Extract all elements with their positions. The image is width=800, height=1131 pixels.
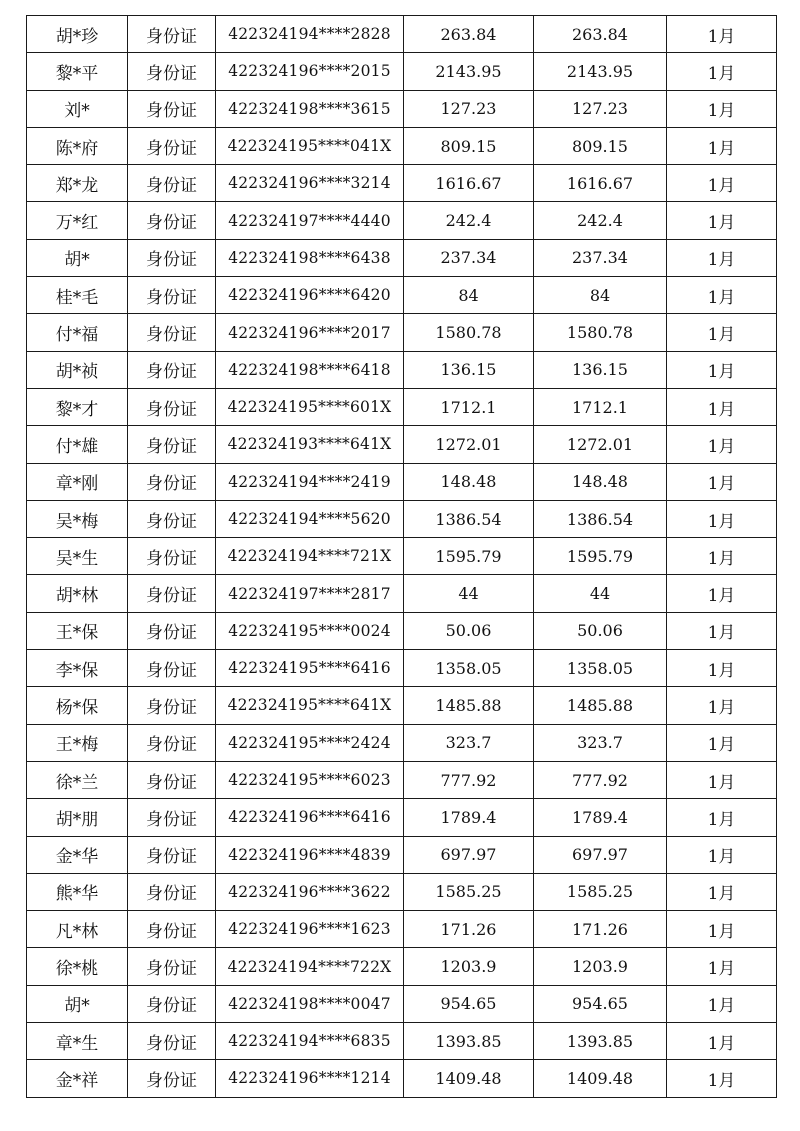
amount-b-cell: 809.15	[534, 127, 667, 164]
name-cell: 王*保	[27, 612, 128, 649]
name-cell: 胡*珍	[27, 16, 128, 53]
name-cell: 凡*林	[27, 911, 128, 948]
amount-b-cell: 171.26	[534, 911, 667, 948]
id-type-cell: 身份证	[128, 1023, 216, 1060]
amount-a-cell: 136.15	[404, 351, 534, 388]
roster-table-body	[27, 16, 777, 1098]
table-row	[27, 761, 777, 798]
id-type-cell: 身份证	[128, 911, 216, 948]
amount-a-cell: 323.7	[404, 724, 534, 761]
month-cell: 1月	[667, 165, 777, 202]
name-cell: 郑*龙	[27, 165, 128, 202]
name-cell: 章*生	[27, 1023, 128, 1060]
id-number-cell: 422324196****1214	[216, 1060, 404, 1097]
id-type-cell: 身份证	[128, 202, 216, 239]
id-type-cell: 身份证	[128, 90, 216, 127]
table-row	[27, 16, 777, 53]
month-cell: 1月	[667, 911, 777, 948]
month-cell: 1月	[667, 127, 777, 164]
id-type-cell: 身份证	[128, 351, 216, 388]
name-cell: 徐*兰	[27, 761, 128, 798]
table-row	[27, 90, 777, 127]
name-cell: 万*红	[27, 202, 128, 239]
name-cell: 李*保	[27, 650, 128, 687]
month-cell: 1月	[667, 575, 777, 612]
table-row	[27, 575, 777, 612]
month-cell: 1月	[667, 687, 777, 724]
amount-a-cell: 1358.05	[404, 650, 534, 687]
amount-a-cell: 148.48	[404, 463, 534, 500]
month-cell: 1月	[667, 1060, 777, 1097]
amount-a-cell: 263.84	[404, 16, 534, 53]
month-cell: 1月	[667, 351, 777, 388]
id-number-cell: 422324194****5620	[216, 500, 404, 537]
table-row	[27, 985, 777, 1022]
id-type-cell: 身份证	[128, 53, 216, 90]
name-cell: 吴*生	[27, 538, 128, 575]
id-type-cell: 身份证	[128, 948, 216, 985]
amount-b-cell: 1386.54	[534, 500, 667, 537]
id-type-cell: 身份证	[128, 16, 216, 53]
amount-b-cell: 50.06	[534, 612, 667, 649]
id-type-cell: 身份证	[128, 724, 216, 761]
amount-a-cell: 237.34	[404, 239, 534, 276]
amount-b-cell: 954.65	[534, 985, 667, 1022]
id-type-cell: 身份证	[128, 836, 216, 873]
id-number-cell: 422324197****2817	[216, 575, 404, 612]
amount-a-cell: 1386.54	[404, 500, 534, 537]
id-type-cell: 身份证	[128, 650, 216, 687]
id-number-cell: 422324195****041X	[216, 127, 404, 164]
id-type-cell: 身份证	[128, 388, 216, 425]
document-page	[26, 15, 776, 1098]
name-cell: 付*雄	[27, 426, 128, 463]
name-cell: 胡*朋	[27, 799, 128, 836]
amount-b-cell: 136.15	[534, 351, 667, 388]
amount-b-cell: 242.4	[534, 202, 667, 239]
amount-b-cell: 237.34	[534, 239, 667, 276]
name-cell: 胡*	[27, 239, 128, 276]
month-cell: 1月	[667, 202, 777, 239]
table-row	[27, 687, 777, 724]
table-row	[27, 1023, 777, 1060]
table-row	[27, 165, 777, 202]
id-number-cell: 422324195****6416	[216, 650, 404, 687]
name-cell: 黎*平	[27, 53, 128, 90]
name-cell: 胡*	[27, 985, 128, 1022]
id-number-cell: 422324195****6023	[216, 761, 404, 798]
month-cell: 1月	[667, 426, 777, 463]
id-number-cell: 422324196****2015	[216, 53, 404, 90]
name-cell: 黎*才	[27, 388, 128, 425]
id-type-cell: 身份证	[128, 463, 216, 500]
table-row	[27, 426, 777, 463]
amount-a-cell: 1585.25	[404, 873, 534, 910]
id-type-cell: 身份证	[128, 426, 216, 463]
name-cell: 金*华	[27, 836, 128, 873]
month-cell: 1月	[667, 650, 777, 687]
amount-b-cell: 1358.05	[534, 650, 667, 687]
id-number-cell: 422324196****6416	[216, 799, 404, 836]
name-cell: 胡*林	[27, 575, 128, 612]
table-row	[27, 650, 777, 687]
amount-a-cell: 1616.67	[404, 165, 534, 202]
month-cell: 1月	[667, 873, 777, 910]
month-cell: 1月	[667, 799, 777, 836]
amount-b-cell: 1580.78	[534, 314, 667, 351]
id-number-cell: 422324196****1623	[216, 911, 404, 948]
id-type-cell: 身份证	[128, 314, 216, 351]
name-cell: 胡*祯	[27, 351, 128, 388]
amount-b-cell: 1585.25	[534, 873, 667, 910]
amount-b-cell: 84	[534, 277, 667, 314]
name-cell: 吴*梅	[27, 500, 128, 537]
amount-a-cell: 1580.78	[404, 314, 534, 351]
name-cell: 刘*	[27, 90, 128, 127]
amount-a-cell: 2143.95	[404, 53, 534, 90]
id-number-cell: 422324194****721X	[216, 538, 404, 575]
amount-a-cell: 954.65	[404, 985, 534, 1022]
id-type-cell: 身份证	[128, 500, 216, 537]
month-cell: 1月	[667, 985, 777, 1022]
id-type-cell: 身份证	[128, 687, 216, 724]
amount-a-cell: 809.15	[404, 127, 534, 164]
table-row	[27, 873, 777, 910]
table-row	[27, 538, 777, 575]
amount-b-cell: 1272.01	[534, 426, 667, 463]
month-cell: 1月	[667, 948, 777, 985]
id-type-cell: 身份证	[128, 239, 216, 276]
month-cell: 1月	[667, 16, 777, 53]
id-number-cell: 422324198****3615	[216, 90, 404, 127]
id-number-cell: 422324196****3214	[216, 165, 404, 202]
month-cell: 1月	[667, 463, 777, 500]
id-number-cell: 422324196****3622	[216, 873, 404, 910]
id-number-cell: 422324194****2419	[216, 463, 404, 500]
amount-a-cell: 1712.1	[404, 388, 534, 425]
id-type-cell: 身份证	[128, 761, 216, 798]
name-cell: 熊*华	[27, 873, 128, 910]
table-row	[27, 836, 777, 873]
amount-a-cell: 44	[404, 575, 534, 612]
amount-a-cell: 1393.85	[404, 1023, 534, 1060]
amount-b-cell: 323.7	[534, 724, 667, 761]
table-row	[27, 351, 777, 388]
month-cell: 1月	[667, 1023, 777, 1060]
amount-b-cell: 148.48	[534, 463, 667, 500]
month-cell: 1月	[667, 388, 777, 425]
amount-a-cell: 1203.9	[404, 948, 534, 985]
id-type-cell: 身份证	[128, 612, 216, 649]
amount-b-cell: 1595.79	[534, 538, 667, 575]
amount-b-cell: 1485.88	[534, 687, 667, 724]
amount-b-cell: 1203.9	[534, 948, 667, 985]
amount-a-cell: 1409.48	[404, 1060, 534, 1097]
id-type-cell: 身份证	[128, 873, 216, 910]
amount-b-cell: 2143.95	[534, 53, 667, 90]
table-row	[27, 799, 777, 836]
amount-a-cell: 50.06	[404, 612, 534, 649]
month-cell: 1月	[667, 836, 777, 873]
id-number-cell: 422324197****4440	[216, 202, 404, 239]
id-type-cell: 身份证	[128, 575, 216, 612]
name-cell: 桂*毛	[27, 277, 128, 314]
amount-a-cell: 84	[404, 277, 534, 314]
id-type-cell: 身份证	[128, 165, 216, 202]
table-row	[27, 388, 777, 425]
month-cell: 1月	[667, 239, 777, 276]
month-cell: 1月	[667, 538, 777, 575]
id-type-cell: 身份证	[128, 127, 216, 164]
amount-b-cell: 777.92	[534, 761, 667, 798]
amount-b-cell: 263.84	[534, 16, 667, 53]
id-number-cell: 422324194****2828	[216, 16, 404, 53]
name-cell: 徐*桃	[27, 948, 128, 985]
month-cell: 1月	[667, 90, 777, 127]
table-row	[27, 500, 777, 537]
table-row	[27, 1060, 777, 1097]
table-row	[27, 53, 777, 90]
id-type-cell: 身份证	[128, 1060, 216, 1097]
table-row	[27, 239, 777, 276]
month-cell: 1月	[667, 761, 777, 798]
month-cell: 1月	[667, 500, 777, 537]
name-cell: 王*梅	[27, 724, 128, 761]
name-cell: 章*刚	[27, 463, 128, 500]
table-row	[27, 612, 777, 649]
amount-a-cell: 171.26	[404, 911, 534, 948]
id-type-cell: 身份证	[128, 538, 216, 575]
id-number-cell: 422324198****6418	[216, 351, 404, 388]
id-type-cell: 身份证	[128, 799, 216, 836]
id-number-cell: 422324196****2017	[216, 314, 404, 351]
id-number-cell: 422324195****0024	[216, 612, 404, 649]
amount-b-cell: 1409.48	[534, 1060, 667, 1097]
table-row	[27, 724, 777, 761]
amount-a-cell: 1595.79	[404, 538, 534, 575]
month-cell: 1月	[667, 724, 777, 761]
amount-b-cell: 1712.1	[534, 388, 667, 425]
table-row	[27, 277, 777, 314]
roster-table	[26, 15, 777, 1098]
amount-a-cell: 1272.01	[404, 426, 534, 463]
month-cell: 1月	[667, 612, 777, 649]
amount-b-cell: 1789.4	[534, 799, 667, 836]
amount-b-cell: 1393.85	[534, 1023, 667, 1060]
table-row	[27, 911, 777, 948]
table-row	[27, 202, 777, 239]
table-row	[27, 127, 777, 164]
id-number-cell: 422324195****641X	[216, 687, 404, 724]
name-cell: 金*祥	[27, 1060, 128, 1097]
id-number-cell: 422324198****6438	[216, 239, 404, 276]
table-row	[27, 463, 777, 500]
name-cell: 杨*保	[27, 687, 128, 724]
table-row	[27, 314, 777, 351]
amount-a-cell: 777.92	[404, 761, 534, 798]
amount-a-cell: 697.97	[404, 836, 534, 873]
name-cell: 付*福	[27, 314, 128, 351]
amount-b-cell: 44	[534, 575, 667, 612]
id-number-cell: 422324194****722X	[216, 948, 404, 985]
month-cell: 1月	[667, 314, 777, 351]
amount-b-cell: 697.97	[534, 836, 667, 873]
table-row	[27, 948, 777, 985]
amount-a-cell: 1485.88	[404, 687, 534, 724]
id-number-cell: 422324194****6835	[216, 1023, 404, 1060]
amount-a-cell: 1789.4	[404, 799, 534, 836]
id-number-cell: 422324195****2424	[216, 724, 404, 761]
amount-a-cell: 127.23	[404, 90, 534, 127]
id-number-cell: 422324198****0047	[216, 985, 404, 1022]
id-number-cell: 422324193****641X	[216, 426, 404, 463]
month-cell: 1月	[667, 277, 777, 314]
month-cell: 1月	[667, 53, 777, 90]
amount-b-cell: 127.23	[534, 90, 667, 127]
amount-a-cell: 242.4	[404, 202, 534, 239]
amount-b-cell: 1616.67	[534, 165, 667, 202]
id-number-cell: 422324196****6420	[216, 277, 404, 314]
name-cell: 陈*府	[27, 127, 128, 164]
id-type-cell: 身份证	[128, 985, 216, 1022]
id-number-cell: 422324195****601X	[216, 388, 404, 425]
id-type-cell: 身份证	[128, 277, 216, 314]
id-number-cell: 422324196****4839	[216, 836, 404, 873]
